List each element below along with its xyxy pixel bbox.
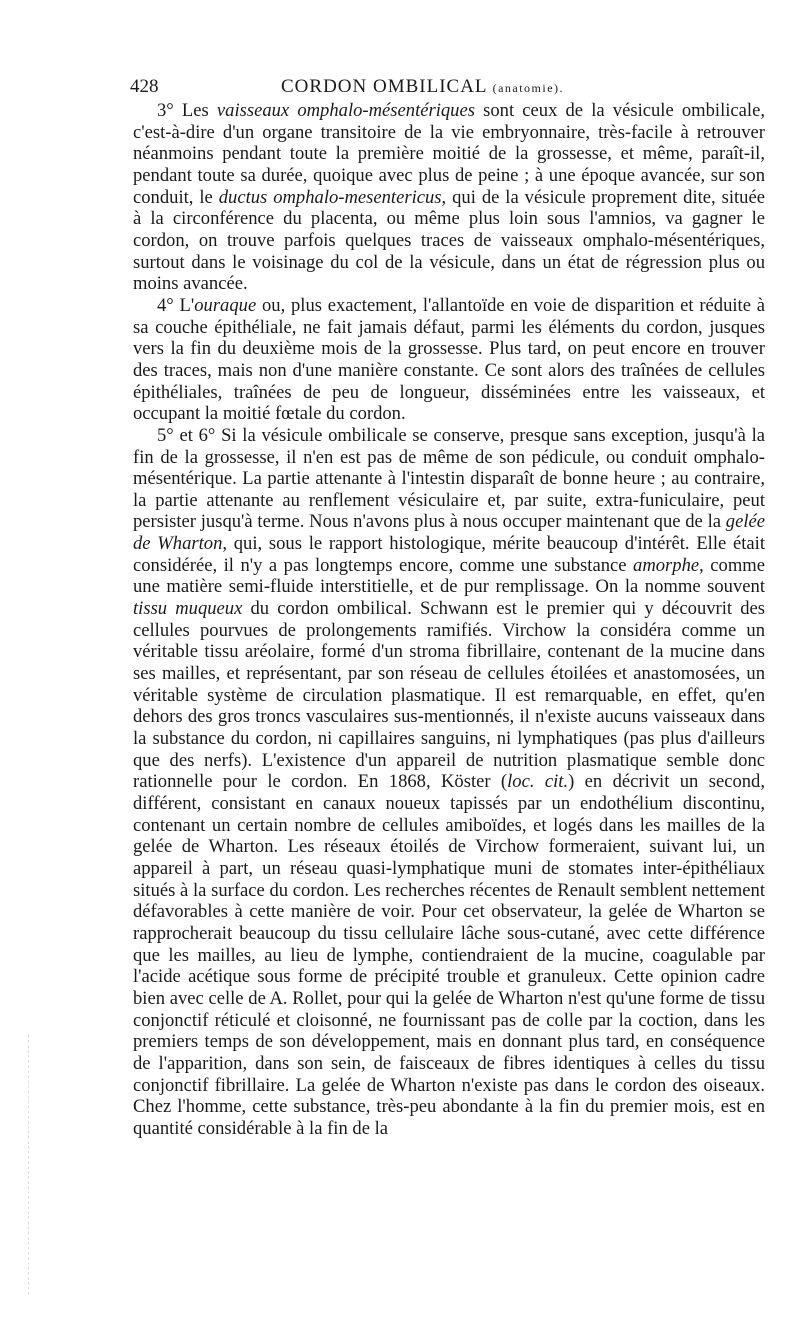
paragraph-vessels (133, 100, 765, 295)
text-run: 3° Les (157, 100, 217, 121)
italic-term: loc. cit. (507, 771, 569, 793)
text-run: , qui de la vésicule proprement dite, située à la circonférence du placenta, ou même plus loin sous l'amnios, va gagner le cordon, on trouve parfois quelques traces de vaisseaux omphalo-mésentériques, surtout dans le voisinage du col de la vésicule, dans un état de régression plus ou moins avancée. (133, 186, 765, 295)
text-run: du cordon ombilical. Schwann est le premier qui y découvrit des cellules pourvues de prolongements ramifiés. Virchow la considéra comme un véritable tissu aréolaire, formé d'un stroma fibrillaire, contenant de la mucine dans ses mailles, et représentant, par son réseau de cellules étoilées et anastomosées, un véritable système de circulation plasmatique. Il est remarquable, en effet, qu'en dehors des gros troncs vasculaires sus-mentionnés, il n'existe aucuns vaisseaux dans la substance du cordon, ni capillaires sanguins, ni lymphatiques (pas plus d'ailleurs que des nerfs). L'existence d'un appareil de nutrition plasmatique semble donc rationnelle pour le cordon. En 1868, Köster ( (133, 598, 765, 793)
scan-margin-marks (28, 1035, 41, 1295)
running-title-main: CORDON OMBILICAL (281, 76, 487, 97)
text-run: sont ceux de la vésicule ombilicale, c'est-à-dire d'un organe transitoire de la vie embryonnaire, très-facile à retrouver néanmoins pendant toute la première moitié de la grossesse, et même, paraît-il, pendant toute sa durée, quoique avec plus de peine ; à une époque avancée, sur son conduit, le (133, 100, 765, 208)
page-number: 428 (130, 76, 159, 97)
italic-term: ductus omphalo-mesentericus (218, 186, 442, 208)
text-run: , qui, sous le rapport histologique, mérite beaucoup d'intérêt. Elle était considérée, il n'y a pas longtemps encore, comme une substance (133, 533, 765, 576)
italic-term: amorphe (633, 554, 700, 576)
text-run: 5° et 6° Si la vésicule ombilicale se conserve, presque sans exception, jusqu'à la fin de la grossesse, il n'en est pas de même de son pédicule, ou conduit omphalo-mésentérique. La partie attenante à l'intestin disparaît de bonne heure ; au contraire, la partie attenante au renflement vésiculaire et, par suite, extra-funiculaire, peut persister jusqu'à terme. Nous n'avons plus à nous occuper maintenant que de la (133, 424, 765, 533)
italic-term: gelée de Wharton (133, 511, 765, 555)
italic-term: ouraque (194, 294, 257, 316)
paragraph-wharton-jelly (133, 425, 765, 1140)
text-run: , comme une matière semi-fluide interstitielle, et de pur remplissage. On la nomme souvent (133, 554, 766, 598)
text-run: 4° L' (157, 294, 195, 316)
running-header (130, 70, 765, 100)
italic-term: vaisseaux omphalo-mésentériques (216, 100, 475, 121)
text-run: ou, plus exactement, l'allantoïde en voie de disparition et réduite à sa couche épithéliale, ne fait jamais défaut, parmi les éléments du cordon, jusques vers la fin du deuxième mois de la grossesse. Plus tard, on peut encore en trouver des traces, mais non d'une manière constante. Ce sont alors des traînées de cellules épithéliales, traînées de peu de longueur, disséminées entre les vaisseaux, et occupant la moitié fœtale du cordon. (133, 294, 765, 425)
running-title-section: (anatomie). (492, 81, 565, 95)
italic-term: tissu muqueux (133, 598, 243, 620)
paragraph-urachus (133, 295, 765, 425)
running-title (281, 76, 564, 98)
book-page (130, 70, 766, 1140)
text-run: ) en décrivit un second, différent, consistant en canaux noueux tapissés par un endothélium discontinu, contenant un certain nombre de cellules amiboïdes, et logés dans les mailles de la gelée de Wharton. Les réseaux étoilés de Virchow formeraient, suivant lui, un appareil à part, un réseau quasi-lymphatique muni de stomates inter-épithéliaux situés à la surface du cordon. Les recherches récentes de Renault semblent nettement défavorables à cette manière de voir. Pour cet observateur, la gelée de Wharton se rapprocherait beaucoup du tissu cellulaire lâche sous-cutané, avec cette différence que les mailles, au lieu de lymphe, contiendraient de la mucine, coagulable par l'acide acétique sous forme de précipité trouble et granuleux. Cette opinion cadre bien avec celle de A. Rollet, pour qui la gelée de Wharton n'est qu'une forme de tissu conjonctif réticulé et cloisonné, ne fournissant pas de colle par la coction, dans les premiers temps de son développement, mais en donnant plus tard, en conséquence de l'apparition, dans son sein, de faisceaux de fibres identiques à celles du tissu conjonctif fibrillaire. La gelée de Wharton n'existe pas dans le cordon des oiseaux. Chez l'homme, cette substance, très-peu abondante à la fin du premier mois, est en quantité considérable à la fin de la (133, 771, 765, 1139)
body-text (133, 100, 765, 1140)
